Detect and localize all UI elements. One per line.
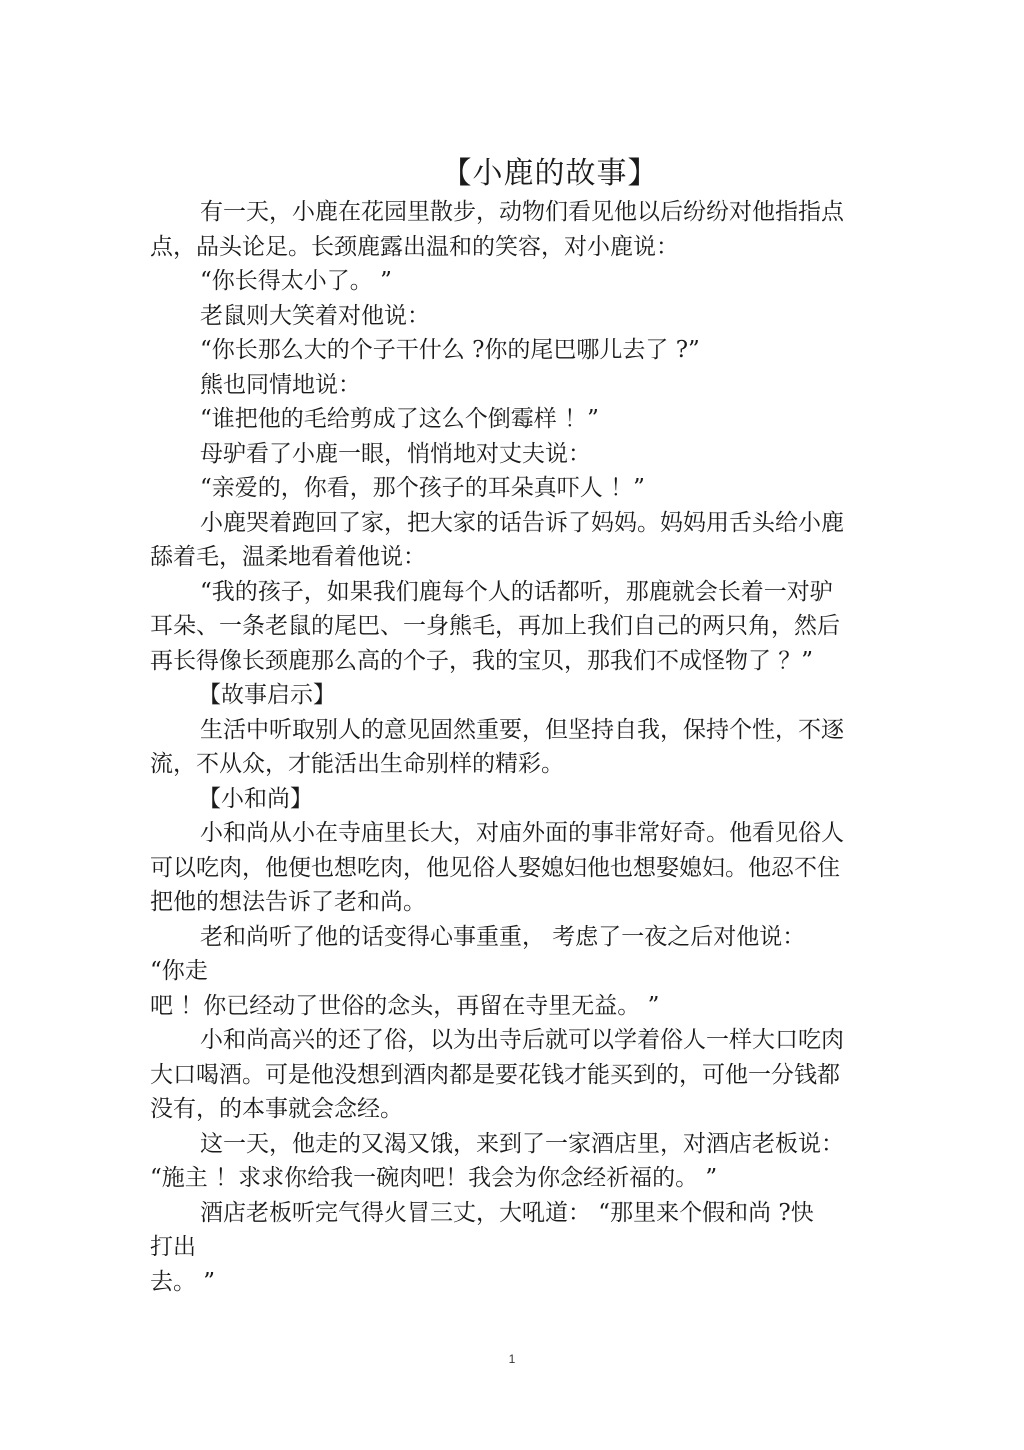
text-line: 有一天，小鹿在花园里散步，动物们看见他以后纷纷对他指指点 — [200, 199, 844, 225]
document-title: 【小鹿的故事】 — [441, 156, 659, 191]
text-line: “施主 ！求求你给我一碗肉吧！我会为你念经祈福的。 ” — [150, 1165, 718, 1191]
text-line: 去。 ” — [150, 1268, 216, 1295]
text-line: 再长得像长颈鹿那么高的个子，我的宝贝，那我们不成怪物了 ？” — [150, 647, 814, 674]
text-line: 老鼠则大笑着对他说： — [200, 302, 430, 329]
document-body — [150, 195, 870, 1299]
text-line: 酒店老板听完气得火冒三丈，大吼道： “那里来个假和尚 ?快 — [200, 1199, 814, 1226]
text-line: 这一天，他走的又渴又饿，来到了一家酒店里，对酒店老板说： — [200, 1130, 844, 1157]
text-line: 母驴看了小鹿一眼，悄悄地对丈夫说： — [200, 440, 591, 467]
text-line: 打出 — [150, 1234, 196, 1260]
text-line: “我的孩子，如果我们鹿每个人的话都听，那鹿就会长着一对驴 — [200, 578, 833, 605]
text-line: 吧 ！你已经动了世俗的念头，再留在寺里无益。 ” — [150, 992, 660, 1019]
text-line: 可以吃肉，他便也想吃肉，他见俗人娶媳妇他也想娶媳妇。他忍不住 — [150, 854, 840, 881]
text-line: 把他的想法告诉了老和尚。 — [150, 889, 426, 915]
text-line: “谁把他的毛给剪成了这么个倒霉样 ！” — [200, 406, 599, 432]
text-line: “亲爱的，你看，那个孩子的耳朵真吓人 ！” — [200, 475, 645, 501]
section-heading: 【小和尚】 — [198, 785, 313, 812]
text-line: 耳朵、一条老鼠的尾巴、一身熊毛，再加上我们自己的两只角，然后 — [150, 613, 840, 639]
text-line: “你长那么大的个子干什么 ?你的尾巴哪儿去了 ?” — [200, 337, 700, 363]
text-line: “你长得太小了。 ” — [200, 268, 392, 294]
text-line: 熊也同情地说： — [200, 371, 361, 398]
text-line: 没有，的本事就会念经。 — [150, 1096, 403, 1122]
text-line: 小鹿哭着跑回了家，把大家的话告诉了妈妈。妈妈用舌头给小鹿 — [200, 509, 844, 536]
text-line: 大口喝酒。可是他没想到酒肉都是要花钱才能买到的，可他一分钱都 — [150, 1061, 840, 1088]
text-line: 舔着毛，温柔地看着他说： — [150, 544, 426, 570]
text-line: 点，品头论足。长颈鹿露出温和的笑容，对小鹿说： — [150, 233, 679, 260]
text-line: “你走 — [150, 958, 208, 984]
section-heading: 【故事启示】 — [198, 682, 336, 708]
text-line: 小和尚高兴的还了俗，以为出寺后就可以学着俗人一样大口吃肉 — [200, 1027, 844, 1053]
page-number: 1 — [508, 1352, 516, 1366]
text-line: 老和尚听了他的话变得心事重重， 考虑了一夜之后对他说： — [200, 923, 806, 950]
text-line: 小和尚从小在寺庙里长大，对庙外面的事非常好奇。他看见俗人 — [200, 820, 844, 846]
text-line: 生活中听取别人的意见固然重要，但坚持自我，保持个性，不逐 — [200, 716, 844, 743]
text-line: 流，不从众，才能活出生命别样的精彩。 — [150, 751, 564, 777]
